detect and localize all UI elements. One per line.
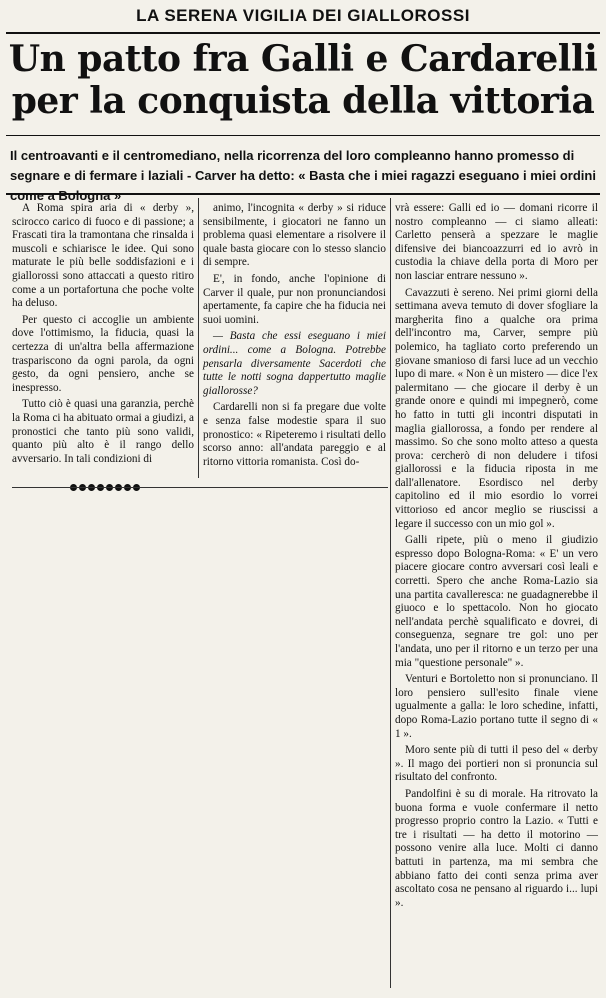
paragraph: Tutto ciò è quasi una garanzia, perchè la Roma ci ha abituato ormai a giudizi, a pronostici che tanto più sono validi, quanto più alto è il rango dello avversario. In tali condizioni di [12,398,194,465]
text-column-2 [203,202,386,472]
paragraph: A Roma spira aria di « derby », scirocco carico di fuoco e di passione; a Frascati tira la tramontana che rinsalda i muscoli e schiarisce le idee. Qui sono maturate le più belle soddisfazioni e i giallorossi sono attaccati a questo ritiro come a un portafortuna che poche volte ha deluso. [12,202,194,310]
section-kicker: LA SERENA VIGILIA DEI GIALLOROSSI [136,6,470,25]
paragraph: Cardarelli non si fa pregare due volte e senza false modestie spara il suo pronostico: « Ripeteremo i risultati dello scorso anno: all'andata pareggio e al ritorno vittoria romanista. Così do- [203,401,386,468]
paragraph: Venturi e Bortoletto non si pronunciano. Il loro pensiero sull'esito finale viene ugualmente a galla: le loro schedine, infatti, dopo Roma-Lazio portano tutte il segno di « 1 ». [395,673,598,740]
article-subhead: Il centroavanti e il centromediano, nella ricorrenza del loro compleanno hanno promesso di segnare e di fermare i laziali - Carver ha detto: « Basta che i miei ragazzi eseguano i miei ordini come a Bologna » [10,148,596,203]
text-column-3 [395,202,598,913]
column-end-ornament [70,476,160,484]
paragraph: Cavazzuti è sereno. Nei primi giorni della settimana aveva temuto di dover sfogliare la margherita fino a qualche ora prima dell'incontro ma, Carver, sempre più polemico, ha tagliato corto preferendo un giovane smanioso di farsi luce ad un vecchio lupo di mare. « Non è un mistero — dice l'ex palermitano — che giocare il derby è un grande onore e quindi mi impegnerò, come ho fatto in tutti gli incontri disputati in maglia giallorossa, a fondo per rendere al massimo. So che sono molto atteso a questa prova: cercherò di non deludere i tifosi giallorossi e la fiducia riposta in me dall'allenatore. Esordisco nel derby capitolino ed il mio esordio lo vorrei vittorioso ed ancor meglio se riuscissi a legare il successo con un mio gol ». [395,286,598,530]
paragraph: Pandolfini è su di morale. Ha ritrovato la buona forma e vuole confermare il netto progresso proprio contro la Lazio. « Tutti e tre i risultati — ha detto il motorino — possono venire alla luce. Molti ci danno battuti in partenza, ma mi sembra che abbiano fatto dei conti senza prima aver ascoltato cosa ne pensano al riguardo i... lupi ». [395,787,598,909]
paragraph: Galli ripete, più o meno il giudizio espresso dopo Bologna-Roma: « E' un vero piacere giocare contro avversari così leali e corretti. Spero che anche Roma-Lazio sia una partita cavalleresca: ne guadagnerebbe il giuoco e lo spettacolo. Non ho giocato nell'andata perchè squalificato e dovrei, di conseguenza, segnare tre gol: uno per l'andata, uno per il ritorno e un terzo per una mia "questione personale" ». [395,534,598,669]
subhead-divider [6,193,600,195]
headline-line-2: per la conquista della vittoria [11,80,595,122]
headline-divider [6,135,600,136]
paragraph: Per questo ci accoglie un ambiente dove l'ottimismo, la fiducia, quasi la certezza di un'altra bella affermazione traspariscono da ogni parola, da ogni gesto, da ogni pensiero, anche se inespresso. [12,313,194,394]
headline-line-1: Un patto fra Galli e Cardarelli [8,38,598,80]
paragraph: — Basta che essi eseguano i miei ordini... come a Bologna. Potrebbe pensarla diversamente Sacerdoti che tutte le notti sogna dappertutto maglie giallorosse? [203,330,386,397]
paragraph: animo, l'incognita « derby » si riduce sensibilmente, i giocatori ne fanno un problema quasi elementare a risolvere il quale basta giocare con lo stesso slancio di sempre. [203,202,386,269]
column-divider-1 [198,198,199,478]
text-column-1 [12,202,194,469]
kicker-divider [6,32,600,34]
paragraph: Moro sente più di tutti il peso del « derby ». Il mago dei portieri non si pronuncia sul risultato del confronto. [395,744,598,784]
column-divider-2 [390,198,391,988]
column-end-rule [12,487,388,488]
article-headline [0,38,606,122]
paragraph: E', in fondo, anche l'opinione di Carver il quale, pur non pronunciandosi apertamente, fa capire che ha fiducia nei suoi uomini. [203,272,386,326]
paragraph: vrà essere: Galli ed io — domani ricorre il nostro compleanno — ci siamo alleati: Carletto penserà a spezzare le maglie difensive dei biancoazzurri ed io avrò in custodia la chiave della porta di Moro per non lasciar entrare nessuno ». [395,202,598,282]
